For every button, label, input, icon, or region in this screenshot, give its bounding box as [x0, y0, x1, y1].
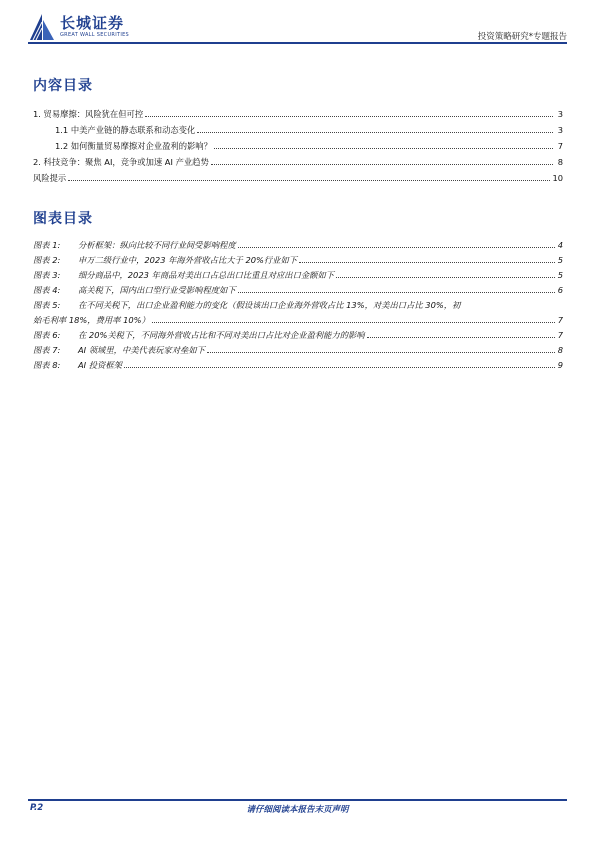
great-wall-logo-icon: [28, 12, 56, 42]
figure-page: 4: [557, 240, 563, 250]
figure-entry[interactable]: [33, 266, 563, 281]
figure-label: 图表 3:: [33, 270, 61, 280]
dot-leader: [238, 246, 555, 248]
figure-text: 分析框架：纵向比较不同行业间受影响程度: [78, 240, 236, 250]
page-number: P.2: [30, 803, 44, 813]
figures-list: [33, 236, 563, 371]
figure-text-continued: 始毛利率 18%，费用率 10%）: [33, 315, 150, 325]
figure-text: AI 领域里，中美代表玩家对垒如下: [78, 345, 205, 355]
dot-leader: [68, 179, 550, 181]
page-header: [28, 10, 567, 46]
figure-text: 在不同关税下，出口企业盈利能力的变化（假设该出口企业海外营收占比 13%，对美出口占比 30%，初: [78, 300, 461, 310]
figure-label: 图表 1:: [33, 240, 61, 250]
figure-page: 5: [557, 255, 563, 265]
dot-leader: [207, 351, 555, 353]
logo-chinese-name: 长城证券: [60, 14, 125, 32]
dot-leader: [238, 291, 555, 293]
toc-entry-text: 1. 贸易摩擦：风险犹在但可控: [33, 109, 144, 119]
figure-label: 图表 6:: [33, 330, 61, 340]
toc-entry-text: 风险提示: [33, 173, 67, 183]
toc-entry[interactable]: [33, 120, 563, 136]
toc-entry-page: 3: [557, 109, 563, 119]
figure-text: 申万二级行业中，2023 年海外营收占比大于 20%行业如下: [78, 255, 298, 265]
toc-entry-text: 2. 科技竞争：聚焦 AI，竞争或加速 AI 产业趋势: [33, 157, 209, 167]
figure-page: 7: [557, 315, 563, 325]
toc-entry-text: 1.1 中美产业链的静态联系和动态变化: [55, 125, 196, 135]
figure-label: 图表 2:: [33, 255, 61, 265]
figure-page: 9: [557, 360, 563, 370]
figure-label: 图表 8:: [33, 360, 61, 370]
toc-entry[interactable]: [33, 104, 563, 120]
dot-leader: [152, 321, 555, 323]
dot-leader: [124, 366, 555, 368]
dot-leader: [299, 261, 555, 263]
figure-entry[interactable]: [33, 236, 563, 251]
dot-leader: [145, 115, 553, 117]
figure-text: AI 投资框架: [78, 360, 122, 370]
figure-entry[interactable]: [33, 251, 563, 266]
dot-leader: [211, 163, 553, 165]
dot-leader: [336, 276, 555, 278]
disclaimer-notice: 请仔细阅读本报告末页声明: [246, 805, 349, 815]
toc-entry[interactable]: [33, 168, 563, 184]
figure-entry-continuation[interactable]: [33, 311, 563, 326]
figure-page: 8: [557, 345, 563, 355]
figure-page: 5: [557, 270, 563, 280]
toc-entry-page: 8: [557, 157, 563, 167]
report-type: 投资策略研究*专题报告: [477, 32, 567, 42]
toc-entry-page: 10: [552, 173, 563, 183]
figure-entry[interactable]: [33, 356, 563, 371]
toc-list: [33, 104, 563, 184]
figure-entry[interactable]: [33, 281, 563, 296]
header-divider: [28, 42, 567, 44]
toc-entry-text: 1.2 如何衡量贸易摩擦对企业盈利的影响？: [55, 141, 212, 151]
figure-entry[interactable]: [33, 341, 563, 356]
figure-entry[interactable]: [33, 326, 563, 341]
dot-leader: [367, 336, 555, 338]
dot-leader: [197, 131, 553, 133]
toc-entry[interactable]: [33, 152, 563, 168]
toc-title: 内容目录: [33, 78, 93, 94]
figure-entry[interactable]: [33, 296, 563, 311]
figure-page: 6: [557, 285, 563, 295]
toc-entry[interactable]: [33, 136, 563, 152]
dot-leader: [214, 147, 553, 149]
figure-text: 高关税下，国内出口型行业受影响程度如下: [78, 285, 236, 295]
figure-label: 图表 4:: [33, 285, 61, 295]
figures-title: 图表目录: [33, 211, 93, 227]
figure-text: 在 20%关税下，不同海外营收占比和不同对美出口占比对企业盈利能力的影响: [78, 330, 365, 340]
figure-page: 7: [557, 330, 563, 340]
toc-entry-page: 3: [557, 125, 563, 135]
figure-label: 图表 7:: [33, 345, 61, 355]
toc-entry-page: 7: [557, 141, 563, 151]
footer-divider: [28, 799, 567, 801]
figure-label: 图表 5:: [33, 300, 61, 310]
figure-text: 细分商品中，2023 年商品对美出口占总出口比重且对应出口金额如下: [78, 270, 335, 280]
logo-english-name: GREAT WALL SECURITIES: [60, 32, 130, 38]
